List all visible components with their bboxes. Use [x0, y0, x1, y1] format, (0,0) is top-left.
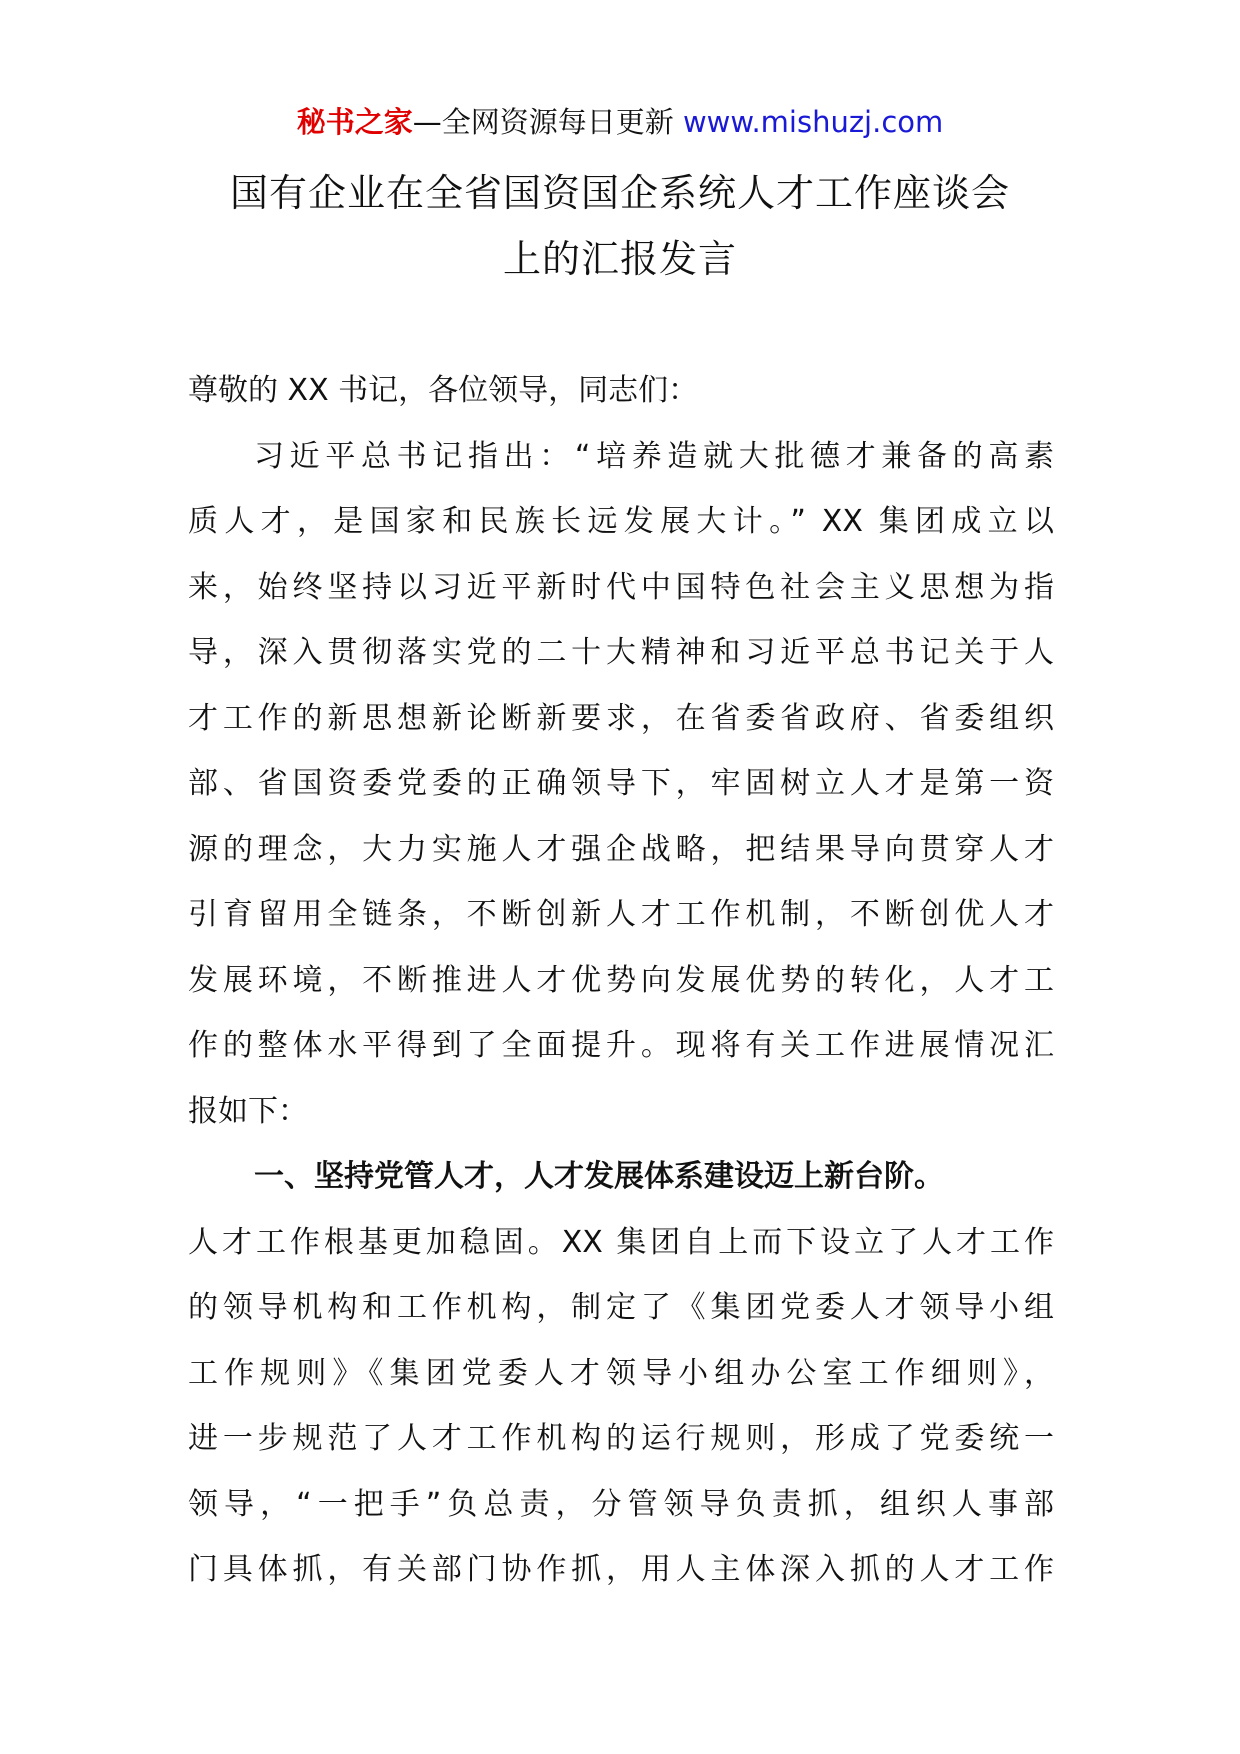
title-line-1: 国有企业在全省国资国企系统人才工作座谈会	[229, 171, 1010, 215]
paragraph-line: 的领导机构和工作机构，制定了《集团党委人才领导小组	[188, 1290, 1054, 1325]
section-heading: 一、坚持党管人才，人才发展体系建设迈上新台阶。	[254, 1159, 944, 1194]
paragraph-line: 源的理念，大力实施人才强企战略，把结果导向贯穿人才	[188, 831, 1054, 867]
paragraph-line: 进一步规范了人才工作机构的运行规则，形成了党委统一	[188, 1421, 1054, 1456]
paragraph-line: 工作规则》《集团党委人才领导小组办公室工作细则》，	[188, 1355, 1054, 1391]
paragraph-line: 部、省国资委党委的正确领导下，牢固树立人才是第一资	[188, 766, 1054, 801]
document-title	[150, 160, 1090, 292]
site-header	[0, 100, 1240, 144]
paragraph-line: 门具体抓，有关部门协作抓，用人主体深入抓的人才工作	[188, 1552, 1054, 1587]
header-tagline: —全网资源每日更新	[412, 105, 674, 139]
paragraph-line: 来，始终坚持以习近平新时代中国特色社会主义思想为指	[188, 569, 1054, 605]
brand-name: 秘书之家	[296, 105, 413, 139]
site-url-link[interactable]: www.mishuzj.com	[682, 105, 944, 139]
document-body	[188, 358, 1054, 1603]
paragraph-line: 才工作的新思想新论断新要求，在省委省政府、省委组织	[188, 700, 1054, 736]
paragraph-line: 领导，“一把手”负总责，分管领导负责抓，组织人事部	[188, 1486, 1054, 1522]
paragraph-line: 报如下：	[188, 1093, 308, 1129]
paragraph-line: 引育留用全链条，不断创新人才工作机制，不断创优人才	[188, 897, 1054, 932]
paragraph-line: 质人才，是国家和民族长远发展大计。” XX 集团成立以	[188, 504, 1054, 539]
salutation: 尊敬的 XX 书记，各位领导，同志们：	[188, 373, 699, 408]
paragraph-line: 导，深入贯彻落实党的二十大精神和习近平总书记关于人	[188, 635, 1054, 670]
paragraph-line: 习近平总书记指出：“培养造就大批德才兼备的高素	[254, 438, 1054, 474]
paragraph-line: 作的整体水平得到了全面提升。现将有关工作进展情况汇	[188, 1028, 1054, 1063]
paragraph-line: 发展环境，不断推进人才优势向发展优势的转化，人才工	[188, 962, 1054, 998]
title-line-2: 上的汇报发言	[502, 237, 737, 281]
paragraph-line: 人才工作根基更加稳固。XX 集团自上而下设立了人才工作	[188, 1224, 1054, 1260]
